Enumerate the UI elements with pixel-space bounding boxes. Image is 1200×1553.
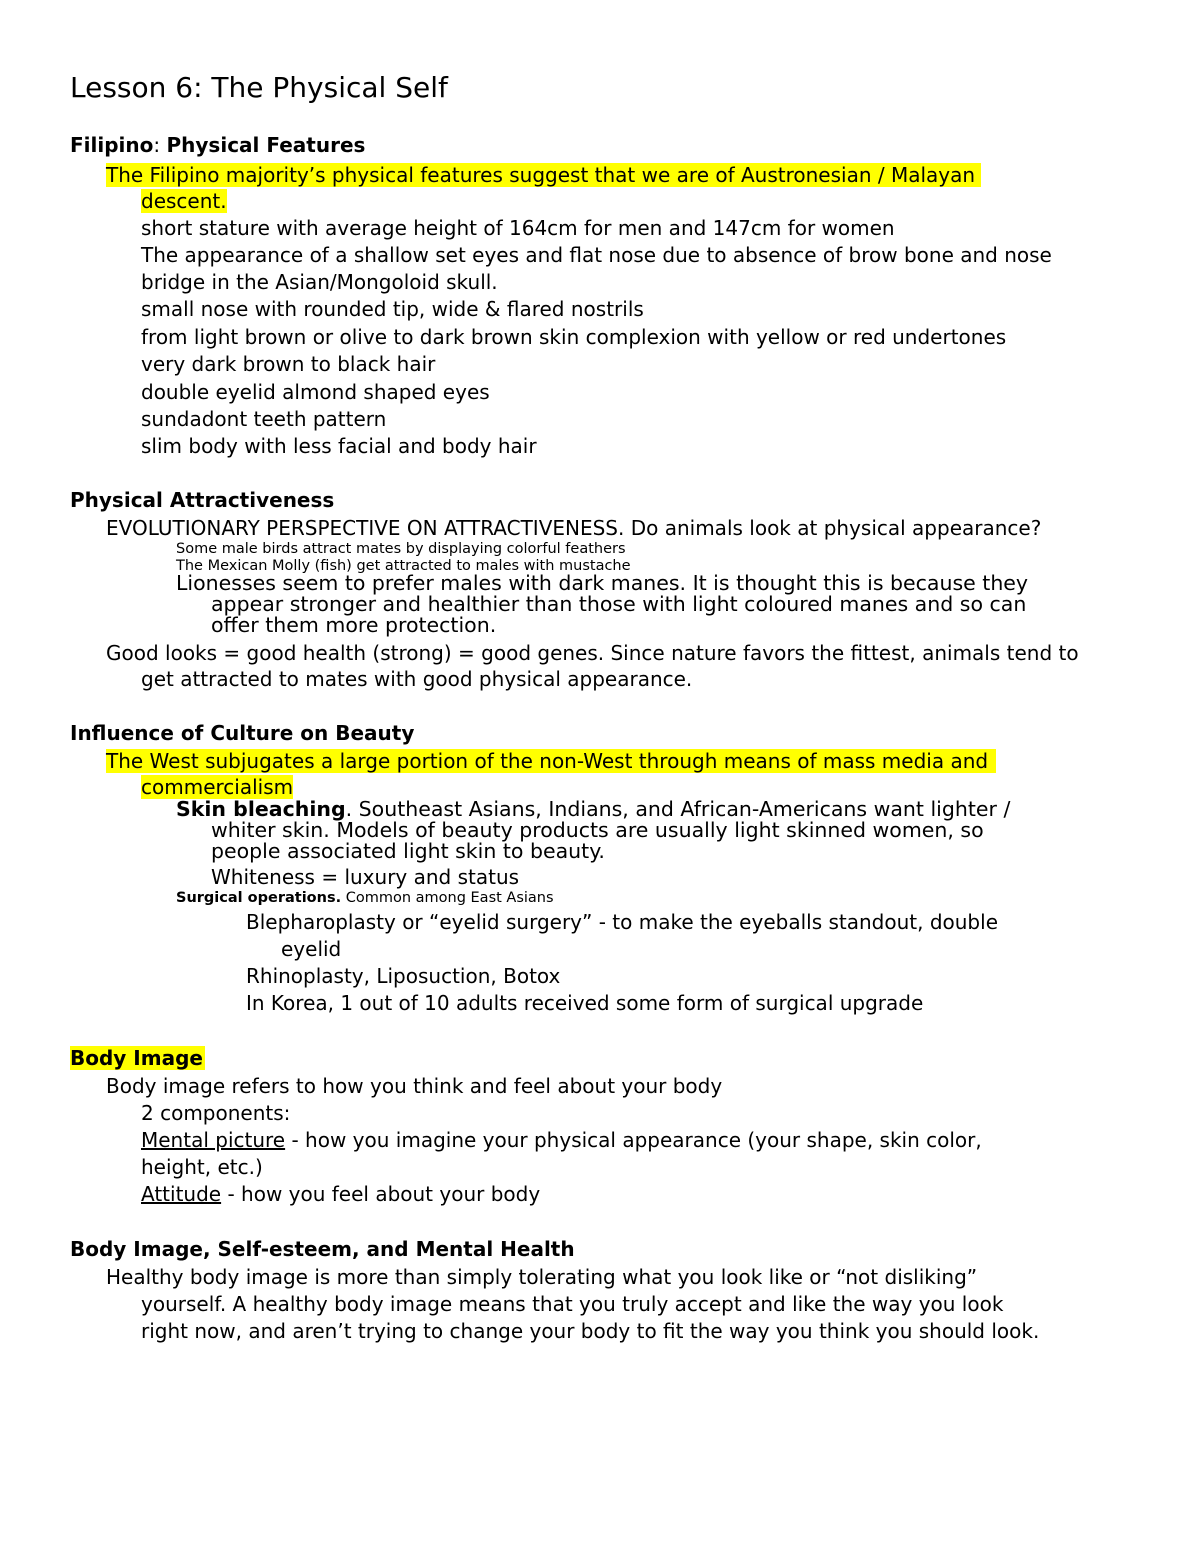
list-item: sundadont teeth pattern <box>141 407 387 431</box>
blepharoplasty-line-1: Blepharoplasty or “eyelid surgery” - to make the eyeballs standout, double <box>246 910 998 934</box>
heading-influence-of-culture: Influence of Culture on Beauty <box>70 721 415 745</box>
molly-example: The Mexican Molly (fish) get attracted to males with mustache <box>176 558 631 574</box>
surgical-operations-term: Surgical operations. <box>176 890 342 906</box>
body-image-definition: Body image refers to how you think and feel about your body <box>106 1074 723 1098</box>
birds-example: Some male birds attract mates by displaying colorful feathers <box>176 541 626 557</box>
lioness-example-1: Lionesses seem to prefer males with dark manes. It is thought this is because they <box>176 571 1029 595</box>
surgical-operations-line <box>176 889 554 907</box>
highlighted-text: descent. <box>141 189 227 213</box>
list-item: The appearance of a shallow set eyes and flat nose due to absence of brow bone and nose <box>141 243 1052 267</box>
heading-separator: : <box>153 133 167 157</box>
list-item: bridge in the Asian/Mongoloid skull. <box>141 270 498 294</box>
list-item: small nose with rounded tip, wide & flared nostrils <box>141 297 644 321</box>
page-title: Lesson 6: The Physical Self <box>70 71 448 104</box>
healthy-body-image-line-2: yourself. A healthy body image means that you truly accept and like the way you look <box>141 1292 1004 1316</box>
highlighted-text: commercialism <box>141 775 294 799</box>
highlight-line-filipino-1 <box>106 162 981 189</box>
list-item: slim body with less facial and body hair <box>141 434 537 458</box>
evolutionary-perspective-line: EVOLUTIONARY PERSPECTIVE ON ATTRACTIVENESS. Do animals look at physical appearance? <box>106 516 1042 540</box>
mental-picture-desc: - how you imagine your physical appearance (your shape, skin color, <box>285 1128 982 1152</box>
components-label: 2 components: <box>141 1101 291 1125</box>
highlighted-heading: Body Image <box>70 1046 203 1070</box>
highlight-line-filipino-2 <box>141 188 227 215</box>
skin-bleaching-line-1 <box>176 799 1010 820</box>
heading-filipino-word: Filipino <box>70 133 154 157</box>
mental-picture-line-2: height, etc.) <box>141 1155 263 1179</box>
heading-body-image-self-esteem: Body Image, Self-esteem, and Mental Health <box>70 1237 575 1261</box>
skin-bleaching-line-2: whiter skin. Models of beauty products are usually light skinned women, so <box>211 818 984 842</box>
heading-physical-features-word: Physical Features <box>166 133 366 157</box>
heading-filipino-physical-features <box>70 132 365 159</box>
korea-line: In Korea, 1 out of 10 adults received some form of surgical upgrade <box>246 991 924 1015</box>
healthy-body-image-line-1: Healthy body image is more than simply tolerating what you look like or “not disliking” <box>106 1265 978 1289</box>
whiteness-line: Whiteness = luxury and status <box>211 865 520 889</box>
list-item: from light brown or olive to dark brown skin complexion with yellow or red undertones <box>141 325 1007 349</box>
highlighted-text: The Filipino majority’s physical features suggest that we are of Austronesian / Malayan <box>106 163 981 187</box>
highlighted-text: The West subjugates a large portion of the non-West through means of mass media and <box>106 749 996 773</box>
rhinoplasty-line: Rhinoplasty, Liposuction, Botox <box>246 964 561 988</box>
mental-picture-term: Mental picture <box>141 1128 286 1152</box>
skin-bleaching-term: Skin bleaching <box>176 797 346 821</box>
list-item: short stature with average height of 164cm for men and 147cm for women <box>141 216 895 240</box>
surgical-operations-desc: Common among East Asians <box>341 890 554 906</box>
heading-body-image <box>70 1045 205 1072</box>
mental-picture-line-1 <box>141 1127 982 1154</box>
skin-bleaching-desc: . Southeast Asians, Indians, and African-Americans want lighter / <box>345 797 1011 821</box>
attitude-line <box>141 1181 540 1208</box>
attitude-desc: - how you feel about your body <box>221 1182 541 1206</box>
list-item: very dark brown to black hair <box>141 352 436 376</box>
lioness-example-2: appear stronger and healthier than those with light coloured manes and so can <box>211 592 1027 616</box>
attitude-term: Attitude <box>141 1182 222 1206</box>
heading-physical-attractiveness: Physical Attractiveness <box>70 488 335 512</box>
list-item: double eyelid almond shaped eyes <box>141 380 490 404</box>
good-looks-line-1: Good looks = good health (strong) = good genes. Since nature favors the fittest, animals tend to <box>106 641 1079 665</box>
skin-bleaching-line-3: people associated light skin to beauty. <box>211 839 605 863</box>
highlight-line-west-1 <box>106 748 996 775</box>
good-looks-line-2: get attracted to mates with good physical appearance. <box>141 667 693 691</box>
blepharoplasty-line-2: eyelid <box>281 937 342 961</box>
lioness-example-3: offer them more protection. <box>211 613 497 637</box>
healthy-body-image-line-3: right now, and aren’t trying to change your body to fit the way you think you should look. <box>141 1319 1040 1343</box>
